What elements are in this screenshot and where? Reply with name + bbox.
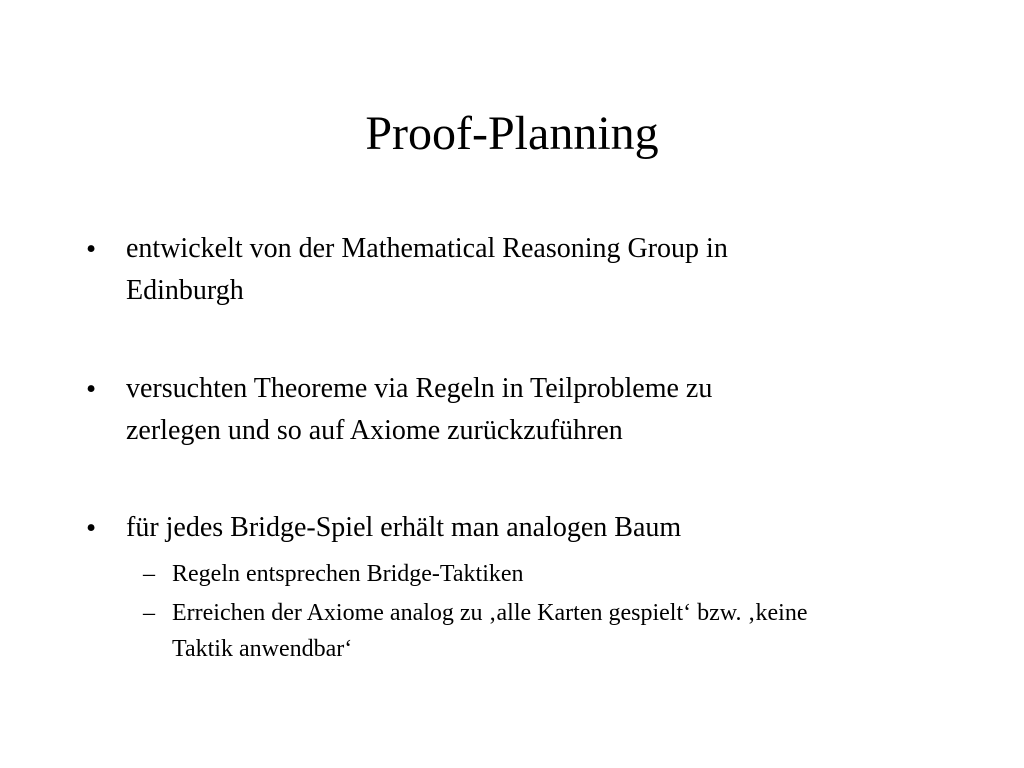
sub-bullet-line: Taktik anwendbar‘ bbox=[172, 636, 353, 662]
bullet-marker: • bbox=[86, 512, 97, 544]
bullet-line: versuchten Theoreme via Regeln in Teilprobleme zu bbox=[126, 373, 713, 404]
bullet-line: entwickelt von der Mathematical Reasoning Group in bbox=[126, 233, 728, 264]
bullet-line: Edinburgh bbox=[126, 275, 244, 306]
sub-bullet-marker: – bbox=[143, 561, 155, 587]
sub-bullet-line: Regeln entsprechen Bridge-Taktiken bbox=[172, 561, 524, 587]
bullet-text bbox=[126, 507, 886, 549]
sub-bullet-text bbox=[172, 595, 942, 667]
bullet-line: für jedes Bridge-Spiel erhält man analogen Baum bbox=[126, 512, 682, 543]
bullet-text bbox=[126, 368, 886, 452]
bullet-marker: • bbox=[86, 373, 97, 405]
bullet-marker: • bbox=[86, 233, 97, 265]
bullet-text bbox=[126, 228, 886, 312]
sub-bullet-text bbox=[172, 556, 942, 592]
slide-title: Proof-Planning bbox=[365, 107, 659, 160]
bullet-line: zerlegen und so auf Axiome zurückzuführen bbox=[126, 415, 623, 446]
sub-bullet-line: Erreichen der Axiome analog zu ‚alle Karten gespielt‘ bzw. ‚keine bbox=[172, 600, 808, 626]
sub-bullet-marker: – bbox=[143, 600, 155, 626]
